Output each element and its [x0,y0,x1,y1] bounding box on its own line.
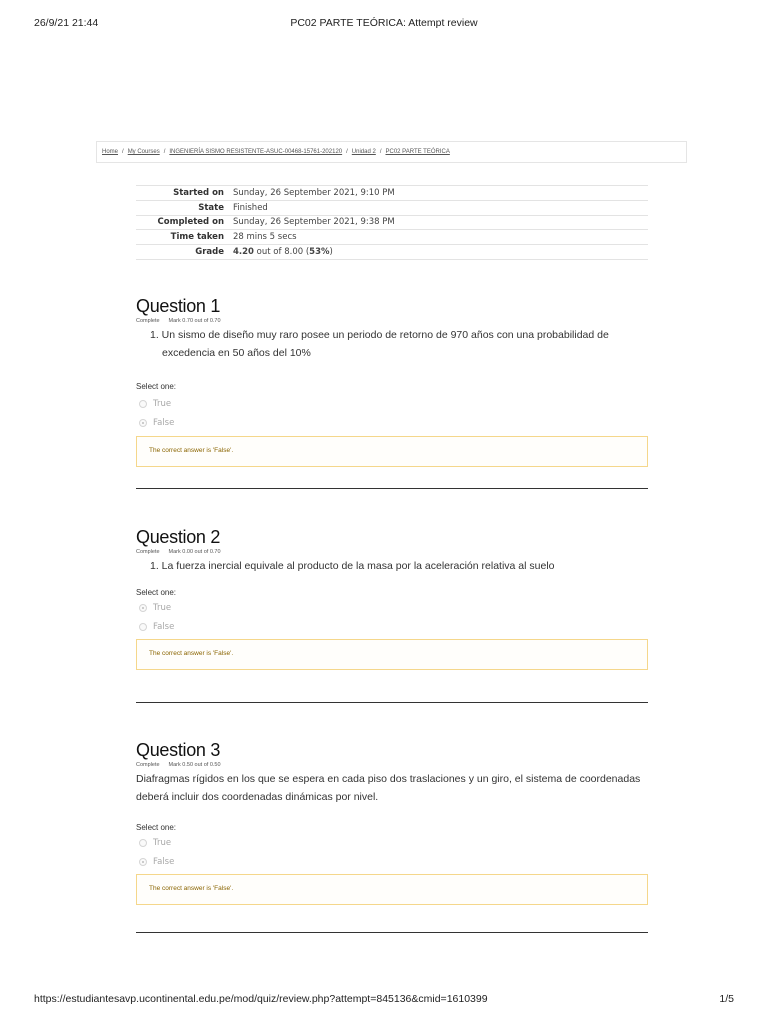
radio-button-selected[interactable] [139,858,147,866]
summary-value: Sunday, 26 September 2021, 9:38 PM [233,217,395,228]
question-title: Question 3 [136,740,221,760]
breadcrumb-course[interactable]: INGENIERÍA SISMO RESISTENTE-ASUC-00468-15761-202120 [169,149,343,155]
summary-row-time-taken [136,230,648,245]
question-info [136,549,648,555]
grade-close: ) [329,247,333,258]
option-label: False [153,856,175,867]
summary-value: 28 mins 5 secs [233,232,297,243]
summary-row-started-on [136,186,648,201]
question-info [136,762,648,768]
breadcrumb-separator: / [379,149,382,155]
option-label: False [153,417,175,428]
breadcrumb-my-courses[interactable]: My Courses [127,149,160,155]
select-one-label: Select one: [136,382,177,391]
summary-row-grade [136,245,648,260]
question-status: Complete [136,318,160,324]
question-text: Diafragmas rígidos en los que se espera en cada piso dos traslaciones y un giro, el sistema de coordenadas deberá incluir dos coordenadas dinámicas por nivel. [136,773,641,803]
breadcrumb-separator: / [346,149,348,155]
summary-label: Time taken [170,232,224,243]
radio-button[interactable] [139,623,147,631]
question-divider [136,932,648,933]
question-divider [136,488,648,489]
option-false[interactable] [136,413,648,432]
summary-value: Sunday, 26 September 2021, 9:10 PM [233,187,395,198]
summary-label: Grade [195,247,224,258]
option-true[interactable] [136,598,648,617]
print-title: PC02 PARTE TEÓRICA: Attempt review [290,17,478,29]
question-status: Complete [136,549,160,555]
question-title: Question 1 [136,296,221,316]
breadcrumb [96,141,687,163]
option-true[interactable] [136,833,648,852]
grade-percent: 53% [309,247,330,258]
summary-value: Finished [233,202,268,213]
print-header [34,17,734,31]
summary-row-state [136,200,648,215]
question-mark: Mark 0.70 out of 0.70 [168,318,221,324]
question-3 [136,740,648,905]
option-false[interactable] [136,617,648,636]
radio-button[interactable] [139,400,147,408]
question-info [136,318,648,324]
page-number: 1/5 [719,993,734,1005]
print-url: https://estudiantesavp.ucontinental.edu.pe/mod/quiz/review.php?attempt=845136&cmid=1610399 [34,993,488,1005]
select-one-label: Select one: [136,823,177,832]
answer-feedback: The correct answer is 'False'. [136,639,648,670]
option-label: False [153,621,175,632]
option-false[interactable] [136,852,648,871]
question-divider [136,702,648,703]
option-label: True [153,837,172,848]
radio-button[interactable] [139,839,147,847]
option-true[interactable] [136,394,648,413]
print-date: 26/9/21 21:44 [34,17,99,29]
select-one-label: Select one: [136,588,177,597]
question-status: Complete [136,762,160,768]
summary-grade-value [229,245,648,260]
question-1 [136,296,648,467]
option-label: True [153,398,172,409]
breadcrumb-quiz[interactable]: PC02 PARTE TEÓRICA [385,149,450,155]
summary-label: State [198,202,224,213]
question-text: 1. Un sismo de diseño muy raro posee un periodo de retorno de 970 años con una probabilidad de excedencia en 50 años del 10% [150,329,609,359]
question-2 [136,527,648,670]
breadcrumb-separator: / [163,149,166,155]
radio-button-selected[interactable] [139,419,147,427]
summary-row-completed-on [136,215,648,230]
grade-out-of: out of 8.00 ( [253,247,310,258]
breadcrumb-home[interactable]: Home [102,149,119,155]
grade-score: 4.20 [233,247,254,258]
breadcrumb-separator: / [122,149,124,155]
attempt-summary-table [136,185,648,260]
question-text: 1. La fuerza inercial equivale al producto de la masa por la aceleración relativa al suelo [150,560,555,572]
summary-label: Completed on [157,217,224,228]
answer-feedback: The correct answer is 'False'. [136,874,648,905]
radio-button-selected[interactable] [139,604,147,612]
option-label: True [153,602,172,613]
breadcrumb-unit[interactable]: Unidad 2 [351,149,376,155]
summary-label: Started on [173,187,224,198]
answer-feedback: The correct answer is 'False'. [136,436,648,467]
question-mark: Mark 0.50 out of 0.50 [168,762,221,768]
question-title: Question 2 [136,527,221,547]
question-mark: Mark 0.00 out of 0.70 [168,549,221,555]
